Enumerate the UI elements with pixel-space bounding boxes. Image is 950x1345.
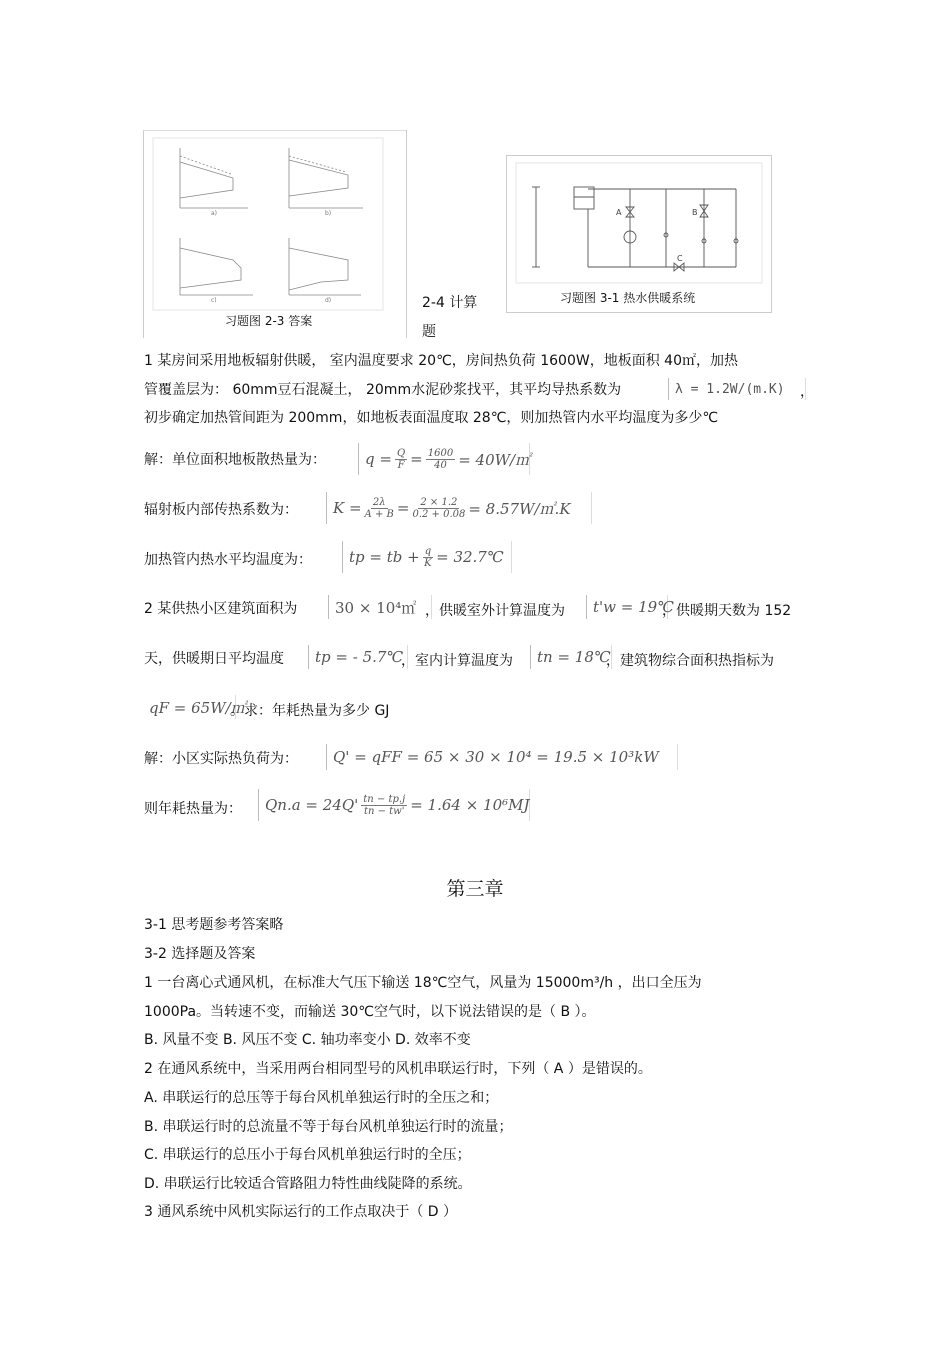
section-2-4-heading: 2-4 计算 (422, 295, 478, 311)
q2-option-a: A. 串联运行的总压等于每台风机单独运行时的全压之和； (144, 1090, 499, 1106)
f-qna-frac (361, 794, 407, 817)
figure-3-1 (506, 155, 772, 313)
q1-line1: 1 一台离心式通风机，在标准大气压下输送 18℃空气，风量为 15000m³/h ，出口全压为 (144, 975, 702, 991)
f-q-frac1-num: Q (396, 447, 406, 459)
f-qna-frac-den: tn − tw' (363, 805, 405, 817)
f-q-rest: = 40W/㎡ (458, 450, 531, 469)
p1-solution2-label: 辐射板内部传热系数为： (144, 502, 298, 518)
f-q-frac1-den: F (397, 459, 405, 471)
p2-solution2-label: 则年耗热量为： (144, 801, 242, 817)
q2-option-d: D. 串联运行比较适合管路阻力特性曲线陡降的系统。 (144, 1176, 472, 1192)
f-k-frac2-den: 0.2 + 0.08 (412, 508, 466, 520)
p2-solution1-label: 解：小区实际热负荷为： (144, 751, 298, 767)
section-3-1: 3-1 思考题参考答案略 (144, 917, 284, 933)
formula-tn: tn = 18℃ (530, 645, 612, 669)
q2-option-b: B. 串联运行时的总流量不等于每台风机单独运行时的流量； (144, 1119, 513, 1135)
problem1-line2-text: 管覆盖层为： 60mm豆石混凝土， 20mm水泥砂浆找平，其平均导热系数为 (144, 382, 622, 398)
problem2-line2c: ，建筑物综合面积热指标为 (606, 653, 774, 669)
problem1-line3: 初步确定加热管间距为 200mm，如地板表面温度取 28℃，则加热管内水平均温度为多少℃ (144, 410, 719, 426)
fig23-label-a: a) (211, 210, 218, 217)
problem2-line1c: ，供暖期天数为 152 (662, 603, 792, 619)
fig31-valve-c: C (677, 254, 683, 263)
problem2-line1b: ，供暖室外计算温度为 (425, 603, 565, 619)
formula-lambda: λ = 1.2W/(m.K) (668, 378, 806, 400)
problem1-line1: 1 某房间采用地板辐射供暖， 室内温度要求 20℃，房间热负荷 1600W，地板面积 40㎡，加热 (144, 353, 738, 369)
figure-2-3-graphic (143, 130, 407, 338)
f-k-frac1-den: A + B (364, 508, 394, 520)
problem1-line2 (144, 381, 621, 399)
formula-tp-avg: tp = - 5.7℃ (308, 645, 408, 669)
f-k-frac2 (412, 497, 465, 520)
fig31-valve-a: A (616, 208, 622, 217)
q1-options: B. 风量不变 B. 风压不变 C. 轴功率变小 D. 效率不变 (144, 1032, 471, 1048)
f-k-rest: = 8.57W/㎡.K (468, 499, 571, 518)
f-tp-frac (423, 546, 433, 569)
problem2-line2b: ，室内计算温度为 (401, 653, 513, 669)
formula-area: 30 × 10⁴㎡ (328, 595, 432, 619)
f-tp-lhs: tp = tb + (349, 548, 420, 566)
figure-2-3-caption: 习题图 2-3 答案 (225, 314, 313, 328)
f-qna-rest: = 1.64 × 10⁶MJ (410, 796, 530, 814)
formula-q-prime: Q' = qFF = 65 × 30 × 10⁴ = 19.5 × 10³kW (326, 744, 678, 770)
chapter-title: 第三章 (446, 878, 504, 900)
formula-qna (258, 789, 530, 821)
q1-line2: 1000Pa。当转速不变，而输送 30℃空气时，以下说法错误的是（ B ）。 (144, 1004, 596, 1020)
figure-2-3 (143, 130, 407, 338)
problem2-line2a: 天，供暖期日平均温度 (144, 651, 284, 667)
f-k-frac1-num: 2λ (372, 496, 386, 508)
formula-q: q = $\frac{Q}{F}$ = $\frac{1600}{40}$ = 40W/㎡ (358, 443, 530, 475)
f-k-frac1 (365, 497, 394, 520)
f-q-frac2-num: 1600 (427, 447, 454, 459)
problem2-line1a: 2 某供热小区建筑面积为 (144, 601, 298, 617)
q3-line1: 3 通风系统中风机实际运行的工作点取决于（ D ） (144, 1204, 458, 1220)
problem1-line2-end: ， (800, 384, 814, 400)
fig23-label-d: d) (325, 297, 332, 304)
fig23-label-b: b) (325, 210, 332, 217)
f-qna-frac-num: tn − tp.j (363, 793, 406, 805)
formula-k: K = $\frac{2\lambda}{A + B}$ = $\frac{2 \times 1.2}{0.2 + 0.08}$ = 8.57W/㎡.K (326, 492, 592, 524)
fig23-label-c: c) (211, 297, 217, 304)
f-k-lhs: K = (333, 499, 362, 517)
q2-option-c: C. 串联运行的总压小于每台风机单独运行时的全压； (144, 1147, 471, 1163)
p1-solution3-label: 加热管内热水平均温度为： (144, 552, 312, 568)
f-q-frac1 (395, 448, 407, 471)
fig31-valve-b: B (692, 208, 698, 217)
f-k-frac2-num: 2 × 1.2 (420, 496, 458, 508)
formula-qf: qF = 65W/㎡ (143, 695, 236, 719)
formula-tw: t'w = 19℃ (586, 595, 668, 619)
figure-3-1-caption: 习题图 3-1 热水供暖系统 (560, 291, 696, 305)
q2-line1: 2 在通风系统中，当采用两台相同型号的风机串联运行时，下列（ A ）是错误的。 (144, 1061, 652, 1077)
f-q-frac2-den: 40 (434, 459, 447, 471)
formula-tp (342, 541, 512, 573)
section-2-4-heading-cont: 题 (422, 324, 436, 340)
p1-solution1-label: 解：单位面积地板散热量为： (144, 452, 326, 468)
f-tp-rest: = 32.7℃ (436, 548, 504, 566)
f-qna-lhs: Qn.a = 24Q' (265, 796, 359, 814)
f-tp-frac-den: K (424, 557, 432, 569)
f-q-lhs: q = (365, 450, 392, 468)
f-q-frac2 (426, 448, 455, 471)
problem2-line3: 。求：年耗热量为多少 GJ (230, 703, 390, 719)
f-tp-frac-num: q (424, 545, 432, 557)
section-3-2: 3-2 选择题及答案 (144, 946, 256, 962)
